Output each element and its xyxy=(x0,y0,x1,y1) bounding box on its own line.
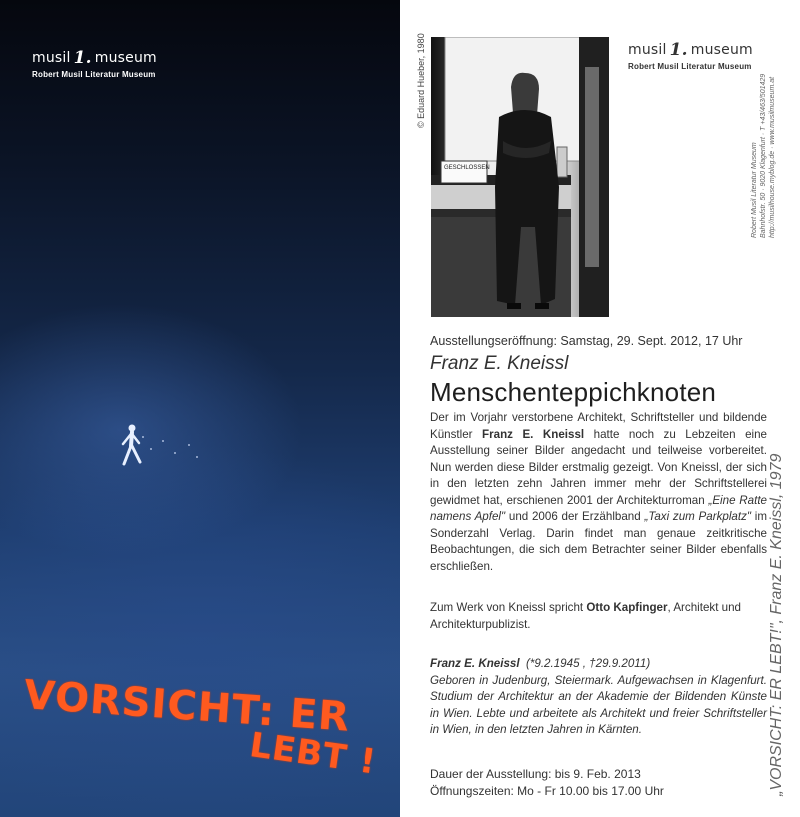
logo-subtitle: Robert Musil Literatur Museum xyxy=(628,62,752,71)
speaker-post: , Architekt und Architekturpublizist. xyxy=(430,601,741,631)
photo-credit: © Eduard Hueber, 1980 xyxy=(416,33,426,128)
bio-dates: (*9.2.1945 , †29.9.2011) xyxy=(526,657,651,670)
sparkle xyxy=(150,448,152,450)
artist-photo xyxy=(431,37,609,317)
bio-text: Geboren in Judenburg, Steiermark. Aufgewachsen in Klagenfurt. Studium der Architektur an der Akademie der Bildenden Künste in Wien. Lebte und arbeitete als Architekt und freier Schriftsteller in Wien, in den letzten Jahren in Kärnten. xyxy=(430,673,767,736)
speaker-name: Otto Kapfinger xyxy=(586,601,668,614)
museum-address xyxy=(750,74,777,238)
image-credit: „VORSICHT: ER LEBT!", Franz E. Kneissl, 1979 xyxy=(768,453,785,796)
glowing-figure-icon xyxy=(118,424,146,468)
exhibition-info xyxy=(430,766,767,799)
bio-name: Franz E. Kneissl xyxy=(430,657,520,670)
exhibition-title: Menschenteppichknoten xyxy=(430,377,717,407)
artist-photo-image xyxy=(431,37,609,317)
logo-subtitle: Robert Musil Literatur Museum xyxy=(32,70,156,79)
body-part: im Sonderzahl Verlag. Darin findet man genaue zeitkritische Beobachtungen, die sich dem Betrachter seiner Bilder ebenfalls erschließen. xyxy=(430,510,768,573)
info-panel xyxy=(400,0,800,817)
artist-bio xyxy=(430,656,767,739)
book-title: „Eine Ratte namens Apfel" xyxy=(430,493,767,523)
speaker-text xyxy=(430,600,767,633)
opening-date: Ausstellungseröffnung: Samstag, 29. Sept. 2012, 17 Uhr xyxy=(430,334,743,348)
logo-word-left: musil xyxy=(628,42,667,58)
museum-logo xyxy=(32,48,157,79)
sparkle xyxy=(174,452,176,454)
sign-text: GESCHLOSSEN xyxy=(444,165,490,171)
graffiti-line-2: LEBT ! xyxy=(247,725,379,783)
book-title: „Taxi zum Parkplatz" xyxy=(644,510,752,523)
logo-word-right: museum xyxy=(690,42,753,58)
logo-word-left: musil xyxy=(32,50,71,66)
sparkle xyxy=(162,440,164,442)
body-part: hatte noch zu Lebzeiten eine Ausstellung seiner Bilder angedacht und teilweise vorbereitet. Nun werden diese Bilder erstmalig gezeigt. Von Kneissl, der sich in den letzten zehn Jahren immer mehr der Schriftstellerei gewidmet hat, erschienen 2001 der Architekturroman xyxy=(430,427,767,507)
opening-hours: Öffnungszeiten: Mo - Fr 10.00 bis 17.00 Uhr xyxy=(430,783,664,798)
sparkle xyxy=(188,444,190,446)
speaker-pre: Zum Werk von Kneissl spricht xyxy=(430,601,587,614)
graffiti-line-1: VORSICHT: ER xyxy=(22,672,352,741)
body-artist-bold: Franz E. Kneissl xyxy=(482,427,585,441)
body-part: und 2006 der Erzählband xyxy=(505,510,645,523)
logo-mark: 1. xyxy=(669,40,688,60)
address-line: Robert Musil Literatur Museum xyxy=(751,142,758,238)
body-part: Der im Vorjahr verstorbene Architekt, Schriftsteller und bildende Künstler xyxy=(430,411,767,441)
body-text xyxy=(430,410,767,575)
address-line: Bahnhofstr. 50 · 9020 Klagenfurt · T +43/463/501429 xyxy=(760,73,767,238)
museum-logo xyxy=(628,40,753,71)
logo-word-right: museum xyxy=(94,50,157,66)
logo-mark: 1. xyxy=(73,48,92,68)
sparkle xyxy=(142,436,144,438)
sparkle xyxy=(196,456,198,458)
exhibition-duration: Dauer der Ausstellung: bis 9. Feb. 2013 xyxy=(430,767,641,781)
address-line: http://musilhouse.myblog.de · www.musilmuseum.at xyxy=(769,76,776,238)
artist-name: Franz E. Kneissl xyxy=(430,353,569,374)
